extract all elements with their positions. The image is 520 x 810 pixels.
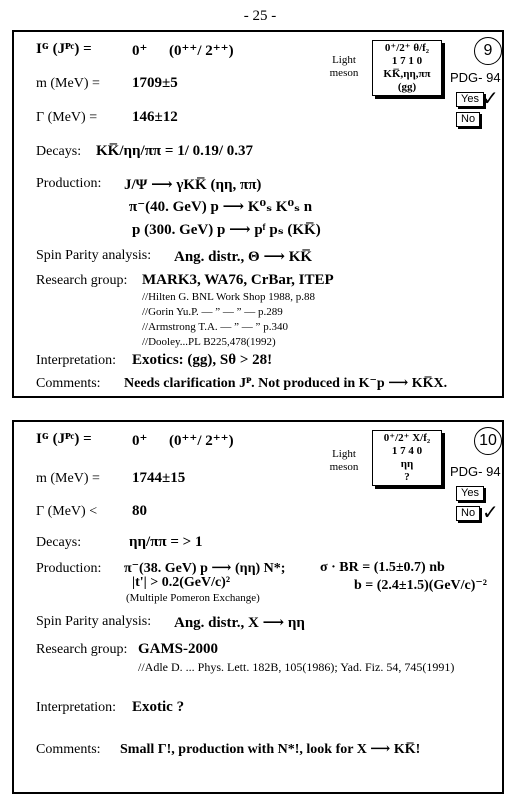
mass-value: 1709±5 [132,75,178,91]
tag-line: (gg) [397,81,417,93]
production-line: J/Ψ ⟶ γKK̅ (ηη, ππ) [124,177,262,193]
comments-label: Comments: [36,376,101,391]
mass-label: m (MeV) = [36,76,100,91]
research-group-label: Research group: [36,642,128,657]
meson-card-2 [12,420,504,794]
comments-value: Small Γ!, production with N*!, look for X ⟶ KK̅! [120,742,421,757]
page-number: - 25 - [243,8,277,24]
yes-button[interactable]: Yes [456,486,484,501]
research-group-value: MARK3, WA76, CrBar, ITEP [142,272,334,288]
reference: //Dooley...PL B225,478(1992) [142,336,276,348]
yes-button[interactable]: Yes [456,92,484,107]
production-label: Production: [36,176,102,191]
entry-number-circle: 9 [474,37,502,65]
production-line: p (300. GeV) p ⟶ pᶠ pₛ (KK̅) [132,222,321,238]
decays-label: Decays: [36,144,82,159]
quantum-numbers-value: 0⁺ [132,433,148,449]
meson-tag-box [372,430,442,486]
spin-parity-label: Spin Parity analysis: [36,248,152,263]
quantum-numbers-label: Iᴳ (Jᴾᶜ) = [36,41,92,57]
reference: //Hilten G. BNL Work Shop 1988, p.88 [142,291,315,303]
light-meson-label: Light meson [329,448,359,473]
quantum-numbers-alt: (0⁺⁺/ 2⁺⁺) [169,433,234,449]
pdg-label: PDG- 94 [450,464,501,479]
meson-card-1 [12,30,504,398]
slope-parameter: b = (2.4±1.5)(GeV/c)⁻² [354,578,487,593]
width-value: 146±12 [132,109,178,125]
decays-value: KK̅/ηη/ππ = 1/ 0.19/ 0.37 [96,143,254,159]
production-label: Production: [36,561,102,576]
no-button[interactable]: No [456,506,480,521]
checkmark-icon: ✓ [482,500,499,524]
spin-parity-value: Ang. distr., X ⟶ ηη [174,615,305,631]
quantum-numbers-label: Iᴳ (Jᴾᶜ) = [36,431,92,447]
quantum-numbers-value: 0⁺ [132,43,148,59]
comments-label: Comments: [36,742,101,757]
quantum-numbers-alt: (0⁺⁺/ 2⁺⁺) [169,43,234,59]
interpretation-label: Interpretation: [36,353,117,368]
production-line: π⁻(40. GeV) p ⟶ K⁰ₛ K⁰ₛ n [129,199,313,215]
tag-line: 0⁺/2⁺ X/f₂ [383,432,431,444]
production-line: |t'| > 0.2(GeV/c)² [132,575,231,590]
spin-parity-value: Ang. distr., Θ ⟶ KK̅ [174,249,313,265]
research-group-value: GAMS-2000 [138,641,218,657]
cross-section: σ · BR = (1.5±0.7) nb [320,560,445,575]
width-label: Γ (MeV) < [36,504,98,519]
reference: //Adle D. ... Phys. Lett. 182B, 105(1986); Yad. Fiz. 54, 745(1991) [138,660,455,674]
tag-line: 0⁺/2⁺ θ/f₂ [384,42,430,54]
interpretation-value: Exotic ? [132,699,185,715]
reference: //Armstrong T.A. — ” — ” p.340 [142,321,288,333]
decays-label: Decays: [36,535,82,550]
tag-line: 1 7 1 0 [391,55,423,67]
production-line: π⁻(38. GeV) p ⟶ (ηη) N*; [124,561,286,576]
interpretation-label: Interpretation: [36,700,117,715]
interpretation-value: Exotics: (gg), Sθ > 28! [132,352,273,368]
mass-value: 1744±15 [132,470,186,486]
reference: //Gorin Yu.P. — ” — ” — p.289 [142,306,283,318]
decays-value: ηη/ππ = > 1 [129,534,203,550]
no-button[interactable]: No [456,112,480,127]
width-label: Γ (MeV) = [36,110,98,125]
research-group-label: Research group: [36,273,128,288]
tag-line: KK̅,ηη,ππ [383,68,431,80]
tag-line: 1 7 4 0 [391,445,423,457]
mass-label: m (MeV) = [36,471,100,486]
tag-line: ? [404,471,410,483]
checkmark-icon: ✓ [482,86,499,110]
pdg-label: PDG- 94 [450,70,501,85]
entry-number-circle: 10 [474,427,502,455]
width-value: 80 [132,503,147,519]
comments-value: Needs clarification Jᴾ. Not produced in K⁻p ⟶ KK̅X. [124,376,448,391]
tag-line: ηη [400,458,414,470]
light-meson-label: Light meson [329,54,359,79]
production-note: (Multiple Pomeron Exchange) [126,592,260,604]
spin-parity-label: Spin Parity analysis: [36,614,152,629]
meson-tag-box [372,40,442,96]
